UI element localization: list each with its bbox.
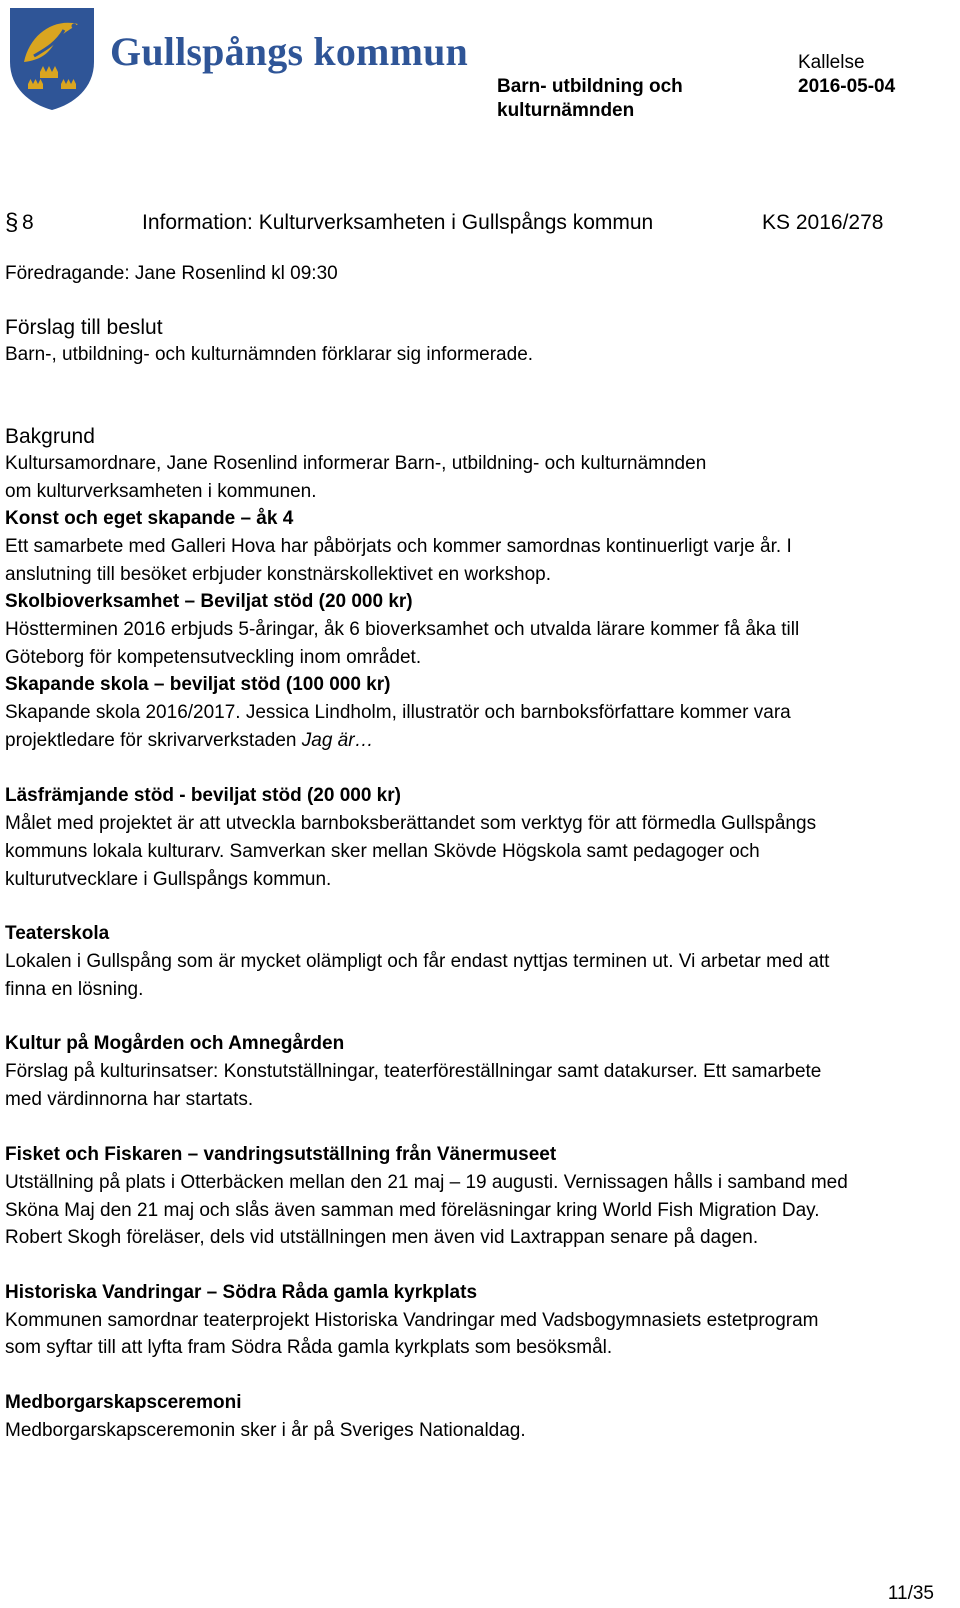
item-text-lasframjande: kulturutvecklare i Gullspångs kommun. (5, 869, 332, 890)
item-heading-skapande: Skapande skola – beviljat stöd (100 000 kr) (5, 674, 391, 695)
proposal-text: Barn-, utbildning- och kulturnämnden förklarar sig informerade. (5, 344, 534, 365)
item-text-teaterskola: finna en lösning. (5, 979, 144, 1000)
logo-wordmark: Gullspångs kommun (110, 29, 468, 74)
item-heading-konst: Konst och eget skapande – åk 4 (5, 508, 294, 529)
background-heading: Bakgrund (5, 425, 95, 448)
item-text-lasframjande: kommuns lokala kulturarv. Samverkan sker mellan Skövde Högskola samt pedagoger och (5, 841, 760, 862)
item-text-skapande (5, 727, 374, 755)
section-symbol: § (5, 209, 19, 236)
item-text-fisket: Robert Skogh föreläser, dels vid utställningen men även vid Laxtrappan senare på dagen. (5, 1227, 759, 1248)
item-text-historiska: Kommunen samordnar teaterprojekt Historiska Vandringar med Vadsbogymnasiets estetprogram (5, 1310, 819, 1331)
item-text-skapande-plain: projektledare för skrivarverkstaden (5, 730, 302, 751)
item-text-skapande: Skapande skola 2016/2017. Jessica Lindholm, illustratör och barnboksförfattare kommer vara (5, 702, 791, 723)
item-text-mogarden: Förslag på kulturinsatser: Konstutställningar, teaterföreställningar samt datakurser. Ett samarbete (5, 1061, 822, 1082)
item-text-mogarden: med värdinnorna har startats. (5, 1089, 254, 1110)
item-text-medborgar: Medborgarskapsceremonin sker i år på Sveriges Nationaldag. (5, 1420, 526, 1441)
item-heading-mogarden: Kultur på Mogården och Amnegården (5, 1033, 345, 1054)
coat-of-arms-logo (4, 4, 100, 112)
item-text-fisket: Utställning på plats i Otterbäcken mellan den 21 maj – 19 augusti. Vernissagen hålls i samband med (5, 1172, 848, 1193)
document-date: 2016-05-04 (798, 76, 896, 97)
committee-name-line1: Barn- utbildning och (497, 76, 683, 97)
item-heading-lasframjande: Läsfrämjande stöd - beviljat stöd (20 000 kr) (5, 785, 401, 806)
background-line: Kultursamordnare, Jane Rosenlind informerar Barn-, utbildning- och kulturnämnden (5, 453, 707, 474)
item-text-teaterskola: Lokalen i Gullspång som är mycket olämpligt och får endast nyttjas terminen ut. Vi arbetar med att (5, 951, 830, 972)
item-heading-historiska: Historiska Vandringar – Södra Råda gamla kyrkplats (5, 1282, 478, 1303)
document-type: Kallelse (798, 52, 865, 73)
item-text-konst: Ett samarbete med Galleri Hova har påbörjats och kommer samordnas kontinuerligt varje år. I (5, 536, 792, 557)
item-heading-fisket: Fisket och Fiskaren – vandringsutställning från Vänermuseet (5, 1144, 557, 1165)
item-heading-medborgar: Medborgarskapsceremoni (5, 1392, 242, 1413)
section-number: 8 (22, 211, 34, 234)
page-number: 11/35 (887, 1583, 934, 1604)
item-text-skolbio: Höstterminen 2016 erbjuds 5-åringar, åk 6 bioverksamhet och utvalda lärare kommer få åka till (5, 619, 800, 640)
item-text-historiska: som syftar till att lyfta fram Södra Råda gamla kyrkplats som besöksmål. (5, 1337, 613, 1358)
proposal-heading: Förslag till beslut (5, 316, 163, 339)
presenter: Föredragande: Jane Rosenlind kl 09:30 (5, 263, 338, 284)
item-heading-skolbio: Skolbioverksamhet – Beviljat stöd (20 000 kr) (5, 591, 413, 612)
item-text-fisket: Sköna Maj den 21 maj och slås även samman med föreläsningar kring World Fish Migration Day. (5, 1200, 820, 1221)
item-text-skolbio: Göteborg för kompetensutveckling inom området. (5, 647, 422, 668)
background-line: om kulturverksamheten i kommunen. (5, 481, 317, 502)
case-number: KS 2016/278 (762, 211, 884, 234)
item-text-skapande-italic: Jag är… (301, 730, 374, 751)
item-text-lasframjande: Målet med projektet är att utveckla barnboksberättandet som verktyg för att förmedla Gullspångs (5, 813, 817, 834)
item-text-konst: anslutning till besöket erbjuder konstnärskollektivet en workshop. (5, 564, 552, 585)
item-heading-teaterskola: Teaterskola (5, 923, 110, 944)
section-title: Information: Kulturverksamheten i Gullspångs kommun (142, 211, 654, 234)
committee-name-line2: kulturnämnden (497, 100, 635, 121)
